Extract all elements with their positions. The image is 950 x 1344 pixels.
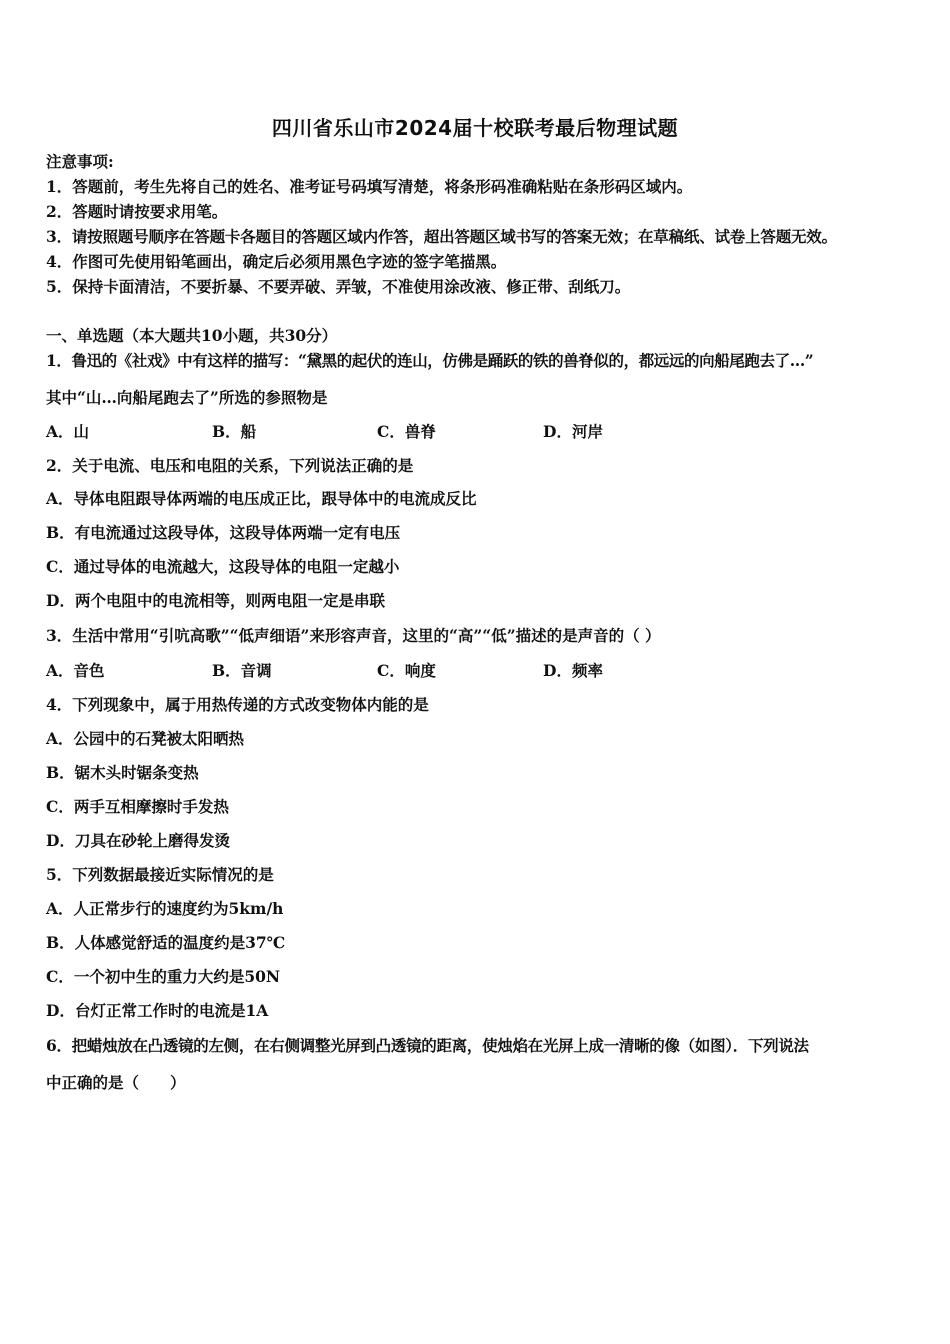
notice-item: 3．请按照题号顺序在答题卡各题目的答题区域内作答，超出答题区域书写的答案无效；在草稿纸、试卷上答题无效。: [46, 227, 837, 246]
question-3-option-a: A．音色: [46, 661, 105, 680]
question-5-option-d: D．台灯正常工作时的电流是1A: [46, 1001, 269, 1020]
question-3-option-b: B．音调: [212, 661, 272, 680]
notice-item: 1．答题前，考生先将自己的姓名、准考证号码填写清楚，将条形码准确粘贴在条形码区域内。: [46, 177, 693, 196]
question-4-option-d: D．刀具在砂轮上磨得发烫: [46, 831, 230, 850]
question-1-option-c: C．兽脊: [377, 422, 436, 441]
question-4-option-b: B．锯木头时锯条变热: [46, 763, 199, 782]
notice-item: 2．答题时请按要求用笔。: [46, 202, 228, 221]
question-5-option-c: C．一个初中生的重力大约是50N: [46, 967, 281, 986]
question-4-option-c: C．两手互相摩擦时手发热: [46, 797, 229, 816]
page-title: 四川省乐山市2024届十校联考最后物理试题: [271, 116, 679, 140]
question-6-stem: 6．把蜡烛放在凸透镜的左侧，在右侧调整光屏到凸透镜的距离，使烛焰在光屏上成一清晰的像（如图）．下列说法: [46, 1036, 809, 1055]
question-3-option-d: D．频率: [543, 661, 603, 680]
question-2-stem: 2．关于电流、电压和电阻的关系，下列说法正确的是: [46, 456, 414, 475]
question-6-stem-cont: 中正确的是（ ）: [46, 1073, 186, 1092]
notice-item: 5．保持卡面清洁，不要折暴、不要弄破、弄皱，不准使用涂改液、修正带、刮纸刀。: [46, 277, 631, 296]
question-1-option-a: A．山: [46, 422, 90, 441]
section-heading: 一、单选题（本大题共10小题，共30分）: [46, 326, 338, 345]
question-2-option-a: A．导体电阻跟导体两端的电压成正比，跟导体中的电流成反比: [46, 489, 477, 508]
question-1-stem: 1．鲁迅的《社戏》中有这样的描写：“黛黑的起伏的连山，仿佛是踊跃的铁的兽脊似的，都远远的向船尾跑去了…”: [46, 351, 814, 370]
question-5-option-b: B．人体感觉舒适的温度约是37℃: [46, 933, 286, 952]
question-5-stem: 5．下列数据最接近实际情况的是: [46, 865, 274, 884]
question-4-option-a: A．公园中的石凳被太阳晒热: [46, 729, 245, 748]
question-1-option-d: D．河岸: [543, 422, 603, 441]
question-4-stem: 4．下列现象中，属于用热传递的方式改变物体内能的是: [46, 695, 429, 714]
notice-item: 4．作图可先使用铅笔画出，确定后必须用黑色字迹的签字笔描黑。: [46, 252, 507, 271]
question-2-option-c: C．通过导体的电流越大，这段导体的电阻一定越小: [46, 557, 400, 576]
question-2-option-d: D．两个电阻中的电流相等，则两电阻一定是串联: [46, 591, 385, 610]
question-1-stem-cont: 其中“山…向船尾跑去了”所选的参照物是: [46, 388, 328, 407]
question-5-option-a: A．人正常步行的速度约为5km/h: [46, 899, 284, 918]
notice-heading: 注意事项:: [46, 152, 114, 171]
question-3-option-c: C．响度: [377, 661, 436, 680]
question-3-stem: 3．生活中常用“引吭高歌”“低声细语”来形容声音，这里的“高”“低”描述的是声音的（ ）: [46, 626, 661, 645]
question-1-option-b: B．船: [212, 422, 257, 441]
question-2-option-b: B．有电流通过这段导体，这段导体两端一定有电压: [46, 523, 401, 542]
